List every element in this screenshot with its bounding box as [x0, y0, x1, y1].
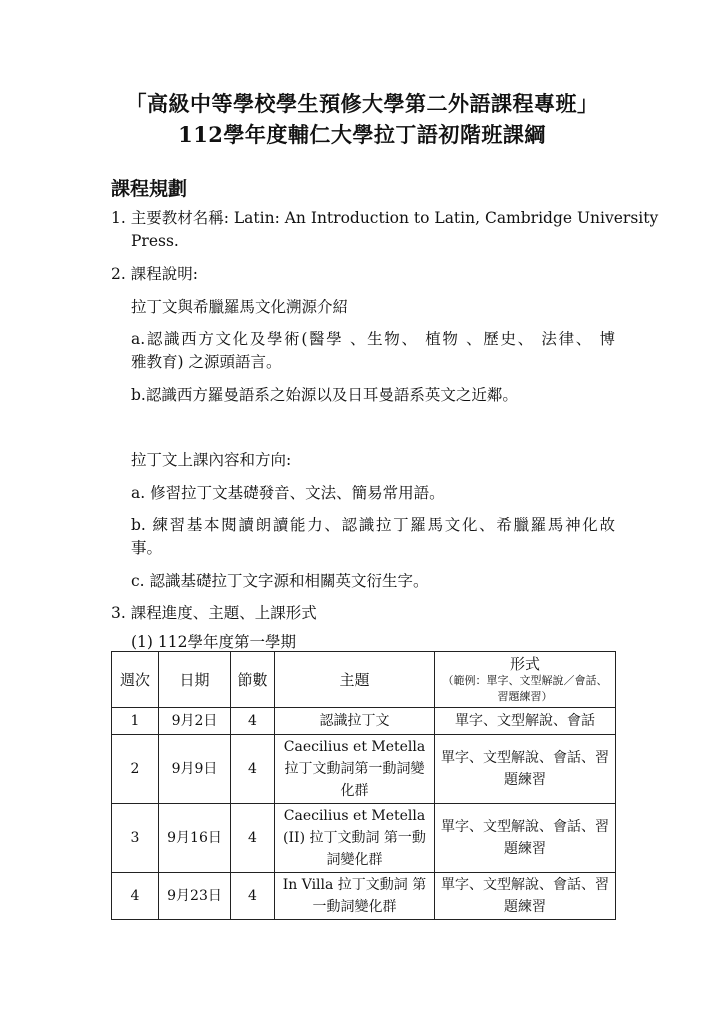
item-2-heading: 2. 課程說明: [111, 265, 198, 283]
cell-format: 單字、文型解說、會話、習題練習 [435, 804, 616, 873]
cell-week: 2 [112, 735, 159, 804]
table-row [112, 804, 616, 873]
cell-topic: In Villa 拉丁文動詞 第一動詞變化群 [275, 873, 435, 920]
cell-week: 1 [112, 708, 159, 735]
header-topic: 主題 [275, 652, 435, 708]
table-header-row [112, 652, 616, 708]
cell-format: 單字、文型解說、會話、習題練習 [435, 873, 616, 920]
cell-topic: Caecilius et Metella 拉丁文動詞第一動詞變化群 [275, 735, 435, 804]
table-row [112, 873, 616, 920]
header-format-title: 形式 [509, 654, 540, 673]
cell-format: 單字、文型解說、會話 [435, 708, 616, 735]
content-a: a. 修習拉丁文基礎發音、文法、簡易常用語。 [131, 484, 445, 502]
intro-a-line-2: 雅教育) 之源頭語言。 [131, 353, 282, 371]
cell-periods: 4 [231, 804, 275, 873]
cell-date: 9月2日 [159, 708, 231, 735]
header-periods: 節數 [231, 652, 275, 708]
item-1-line-2: Press. [131, 232, 179, 250]
content-b-line-1: b. 練習基本閱讀朗讀能力、認識拉丁羅馬文化、希臘羅馬神化故 [131, 516, 615, 534]
table-row [112, 708, 616, 735]
cell-periods: 4 [231, 735, 275, 804]
cell-format: 單字、文型解說、會話、習題練習 [435, 735, 616, 804]
intro-heading: 拉丁文與希臘羅馬文化溯源介紹 [131, 298, 349, 316]
table-row [112, 735, 616, 804]
item-1-line-1: 1. 主要教材名稱: Latin: An Introduction to Latin, Cambridge University [111, 209, 659, 227]
cell-periods: 4 [231, 873, 275, 920]
cell-week: 4 [112, 873, 159, 920]
cell-date: 9月9日 [159, 735, 231, 804]
content-heading: 拉丁文上課內容和方向: [131, 451, 292, 469]
section-heading: 課程規劃 [111, 178, 188, 200]
document-title-line-1: 「高級中等學校學生預修大學第二外語課程專班」 [125, 91, 599, 116]
document-title-line-2: 112學年度輔仁大學拉丁語初階班課綱 [178, 122, 546, 147]
header-date: 日期 [159, 652, 231, 708]
content-b-line-2: 事。 [131, 539, 163, 557]
cell-date: 9月23日 [159, 873, 231, 920]
cell-periods: 4 [231, 708, 275, 735]
header-format [435, 652, 616, 708]
content-c: c. 認識基礎拉丁文字源和相關英文衍生字。 [131, 572, 429, 590]
cell-date: 9月16日 [159, 804, 231, 873]
intro-a-line-1: a.認識西方文化及學術(醫學 、生物、 植物 、歷史、 法律、 博 [131, 330, 615, 348]
item-3-heading: 3. 課程進度、主題、上課形式 [111, 604, 317, 622]
semester-label: (1) 112學年度第一學期 [131, 633, 296, 651]
header-format-note: （範例：單字、文型解說／會話、習題練習） [442, 673, 608, 703]
header-week: 週次 [112, 652, 159, 708]
cell-topic: 認識拉丁文 [275, 708, 435, 735]
cell-week: 3 [112, 804, 159, 873]
schedule-table [111, 651, 616, 920]
intro-b: b.認識西方羅曼語系之始源以及日耳曼語系英文之近鄰。 [131, 386, 518, 404]
cell-topic: Caecilius et Metella (II) 拉丁文動詞 第一動詞變化群 [275, 804, 435, 873]
